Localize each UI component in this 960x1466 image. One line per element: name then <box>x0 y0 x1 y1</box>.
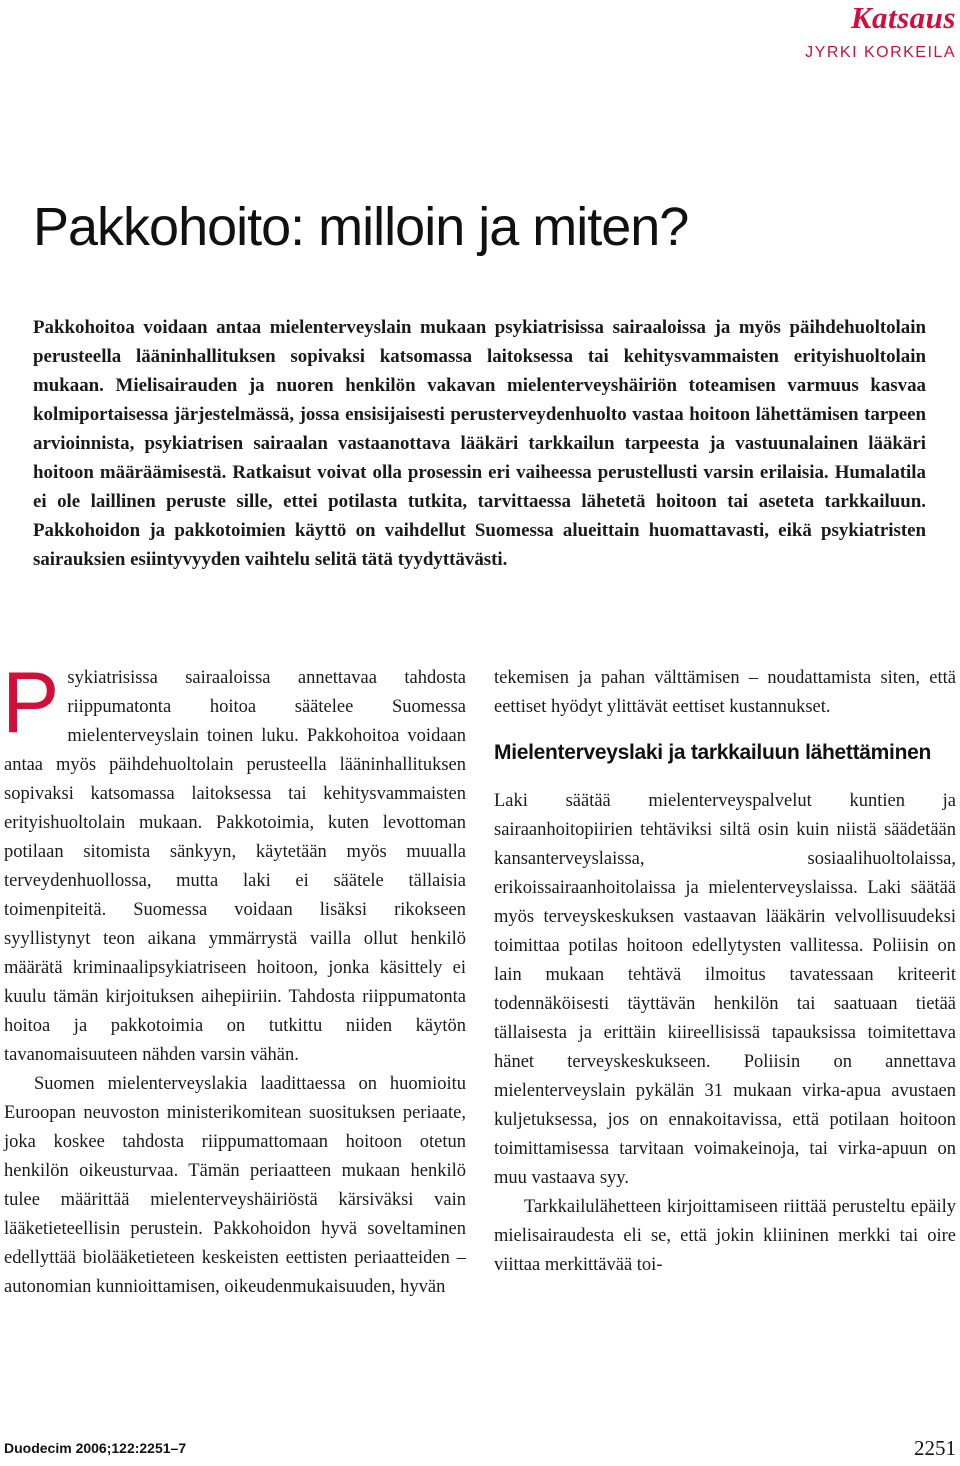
left-paragraph-1-text: sykiatrisissa sairaaloissa annettavaa tahdosta riippumatonta hoitoa säätelee Suomessa mielenterveyslain toinen luku. Pakkohoitoa voidaan antaa myös päihdehuoltolain perusteella lääninhallituksen sopivaksi katsomassa laitoksessa tai kehitysvammaisten erityishuoltolain mukaan. Pakkotoimia, kuten levottoman potilaan sitomista sänkyyn, käytetään myös muualla terveydenhuollossa, mutta laki ei säätele tällaisia toimenpiteitä. Suomessa voidaan lisäksi rikokseen syyllistynyt teon aikana ymmärrystä vailla ollut henkilö määrätä kriminaalipsykiatriseen hoitoon, jonka käsittely ei kuulu tämän kirjoituksen aihepiiriin. Tahdosta riippumatonta hoitoa ja pakkotoimia on tutkittu niiden käytön tavanomaisuuteen nähden varsin vähän. <box>4 668 466 1065</box>
journal-citation: Duodecim 2006;122:2251–7 <box>4 1440 187 1456</box>
left-paragraph-1 <box>2 655 466 1070</box>
left-paragraph-2: Suomen mielenterveyslakia laadittaessa on huomioitu Euroopan neuvoston ministerikomitean suosituksen periaate, joka koskee tahdosta riippumattomaan hoitoon otetun henkilön oikeusturvaa. Tämän periaatteen mukaan henkilö tulee määrittää mielenterveyshäiriöstä kärsiväksi vain lääketieteellisin perustein. Pakkohoidon hyvä soveltaminen edellyttää biolääketieteen keskeisten eettisten periaatteiden – autonomian kunnioittamisen, oikeudenmukaisuuden, hyvän <box>4 1074 466 1297</box>
right-paragraph-2: Tarkkailulähetteen kirjoittamiseen riittää perusteltu epäily mielisairaudesta eli se, että jokin kliininen merkki tai oire viittaa merkittävää toi- <box>494 1197 956 1275</box>
right-paragraph-0: tekemisen ja pahan välttämisen – noudattamista siten, että eettiset hyödyt ylittävät eettiset kustannukset. <box>494 668 956 717</box>
page-number: 2251 <box>914 1436 956 1460</box>
drop-cap: P <box>2 655 60 751</box>
right-paragraph-1: Laki säätää mielenterveyspalvelut kuntien ja sairaanhoitopiirien tehtäviksi siltä osin kuin niistä säädetään kansanterveyslaissa, sosiaalihuoltolaissa, erikoissairaanhoitolaissa ja mielenterveyslaissa. Laki säätää myös terveyskeskuksen vastaavan lääkärin velvollisuudeksi toimittaa potilas hoitoon edellytysten vallitessa. Poliisin on lain mukaan tehtävä ilmoitus tavatessaan kriteerit todennäköisesti täyttävän henkilön tai saatuaan tietää tällaisesta ja erittäin kiireellisissä tapauksissa toimitettava hänet terveyskeskukseen. Poliisin on annettava mielenterveyslain pykälän 31 mukaan virka-apua avustaen kuljetuksessa, jos on ennakoitavissa, että potilaan hoitoon toimittamisessa tarvitaan voimakeinoja, tai virka-apuun on muu vastaava syy. <box>494 791 956 1188</box>
abstract: Pakkohoitoa voidaan antaa mielenterveyslain mukaan psykiatrisissa sairaaloissa ja myös päihdehuoltolain perusteella lääninhallituksen sopivaksi katsomassa laitoksessa tai kehitysvammaisten erityishuoltolain mukaan. Mielisairauden ja nuoren henkilön vakavan mielenterveyshäiriön toteamisen varmuus kasvaa kolmiportaisessa järjestelmässä, jossa ensisijaisesti perusterveydenhuolto vastaa hoitoon lähettämisen tarpeen arvioinnista, psykiatrisen sairaalan vastaanottava lääkäri tarkkailun tarpeesta ja vastuunalainen lääkäri hoitoon määräämisestä. Ratkaisut voivat olla prosessin eri vaiheessa perustellusti varsin erilaisia. Humalatila ei ole laillinen peruste sille, ettei potilasta tutkita, tarvittaessa lähetetä hoitoon tai aseteta tarkkailuun. Pakkohoidon ja pakkotoimien käyttö on vaihdellut Suomessa alueittain huomattavasti, eikä psykiatristen sairauksien esiintyvyyden vaihtelu selitä tätä tyydyttävästi. <box>33 317 926 570</box>
left-column <box>2 655 466 1302</box>
section-label: Katsaus <box>850 0 956 35</box>
author-name: JYRKI KORKEILA <box>805 44 956 61</box>
article-title: Pakkohoito: milloin ja miten? <box>33 197 689 257</box>
right-column <box>494 664 956 1280</box>
section-heading: Mielenterveyslaki ja tarkkailuun lähettäminen <box>494 741 932 764</box>
